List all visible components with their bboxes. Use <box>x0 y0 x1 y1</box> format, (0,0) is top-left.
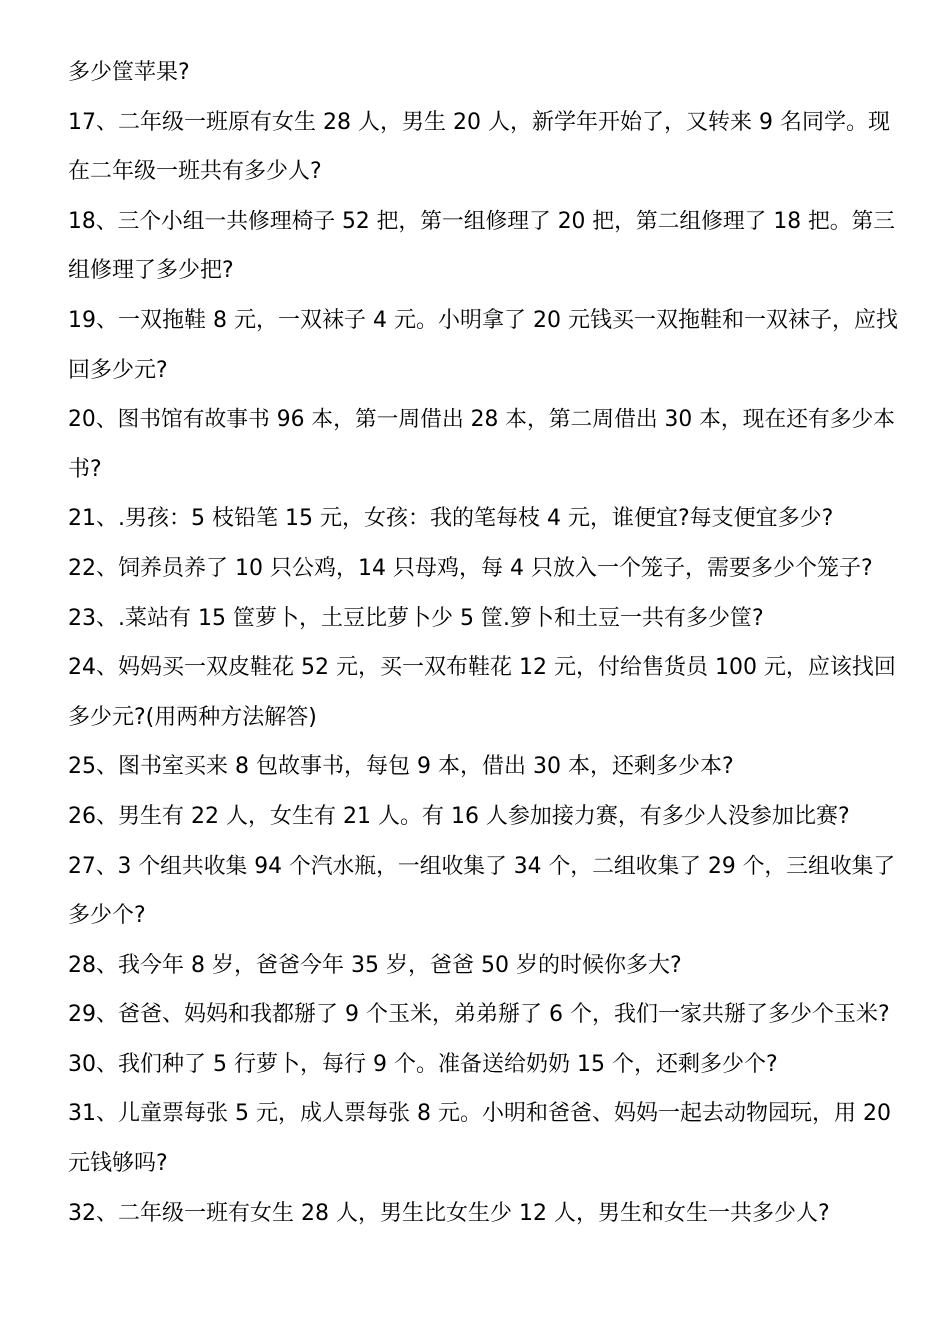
text-line: 26、男生有 22 人，女生有 21 人。有 16 人参加接力赛，有多少人没参加比赛? <box>68 803 850 829</box>
text-line: 20、图书馆有故事书 96 本，第一周借出 28 本，第二周借出 30 本，现在还有多少本 <box>68 407 896 433</box>
text-line: 28、我今年 8 岁，爸爸今年 35 岁，爸爸 50 岁的时候你多大? <box>68 952 682 978</box>
document-page <box>68 48 900 1238</box>
text-line: 24、妈妈买一双皮鞋花 52 元，买一双布鞋花 12 元，付给售货员 100 元，应该找回 <box>68 655 896 681</box>
text-line: 元钱够吗? <box>68 1151 168 1177</box>
text-line: 组修理了多少把? <box>68 258 234 284</box>
text-line: 多少筐苹果? <box>68 60 190 85</box>
text-line: 21、.男孩：5 枝铅笔 15 元，女孩：我的笔每枝 4 元，谁便宜?每支便宜多少? <box>68 506 834 532</box>
text-line: 18、三个小组一共修理椅子 52 把，第一组修理了 20 把，第二组修理了 18 把。第三 <box>68 208 896 234</box>
text-line: 17、二年级一班原有女生 28 人，男生 20 人，新学年开始了，又转来 9 名同学。现 <box>68 109 890 135</box>
text-line: 多少个? <box>68 903 146 929</box>
text-line: 在二年级一班共有多少人? <box>68 159 322 185</box>
text-line: 22、饲养员养了 10 只公鸡，14 只母鸡，每 4 只放入一个笼子，需要多少个笼子? <box>68 555 873 581</box>
text-line: 25、图书室买来 8 包故事书，每包 9 本，借出 30 本，还剩多少本? <box>68 754 734 780</box>
text-line: 31、儿童票每张 5 元，成人票每张 8 元。小明和爸爸、妈妈一起去动物园玩，用 20 <box>68 1101 891 1127</box>
text-line: 23、.菜站有 15 筐萝卜，土豆比萝卜少 5 筐.箩卜和土豆一共有多少筐? <box>68 605 764 631</box>
text-line: 多少元?(用两种方法解答) <box>68 704 317 730</box>
text-line: 19、一双拖鞋 8 元，一双袜子 4 元。小明拿了 20 元钱买一双拖鞋和一双袜子，应找 <box>68 307 898 333</box>
text-line: 29、爸爸、妈妈和我都掰了 9 个玉米，弟弟掰了 6 个，我们一家共掰了多少个玉米? <box>68 1002 890 1028</box>
text-line: 32、二年级一班有女生 28 人，男生比女生少 12 人，男生和女生一共多少人? <box>68 1200 830 1226</box>
text-line: 书? <box>68 456 102 482</box>
text-line: 27、3 个组共收集 94 个汽水瓶，一组收集了 34 个，二组收集了 29 个，三组收集了 <box>68 853 896 879</box>
text-line: 30、我们种了 5 行萝卜，每行 9 个。准备送给奶奶 15 个，还剩多少个? <box>68 1051 778 1077</box>
text-line: 回多少元? <box>68 357 168 383</box>
